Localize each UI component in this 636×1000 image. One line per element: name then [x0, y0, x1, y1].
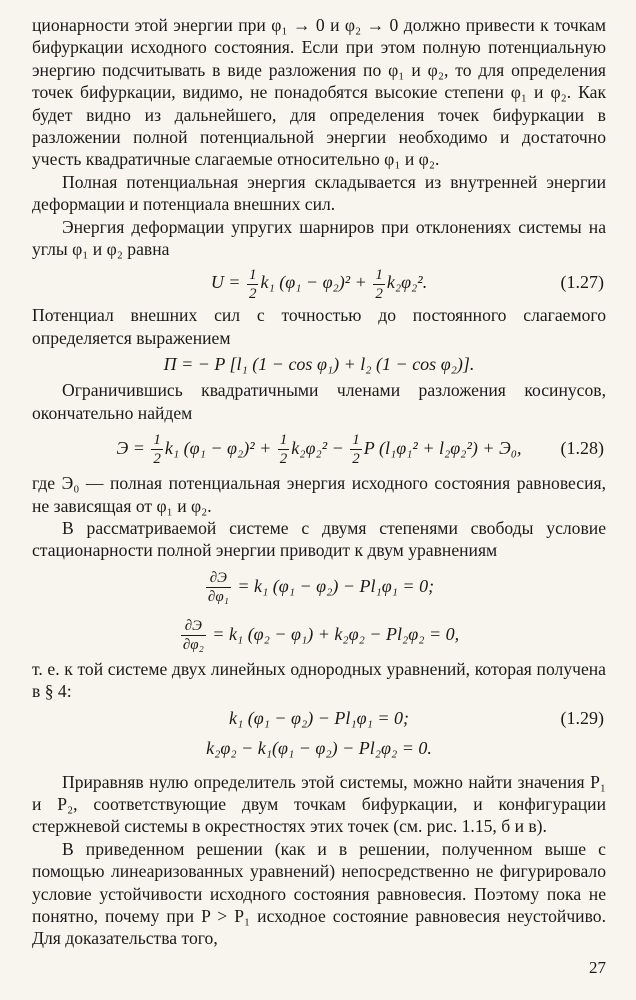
paragraph-6: где Э₀ — полная потенциальная энергия исходного состояния равновесия, не зависящая от φ₁ и φ₂.	[32, 473, 606, 516]
equation-number: (1.28)	[560, 438, 604, 459]
paragraph-10: В приведенном решении (как и в решении, полученном выше с помощью линеаризованных уравнений) непосредственно не фигурировало условие устойчивости исходного состояния равновесия. Поэтому пока не понятно, почему при P > P₁ исходное состояние равновесия неустойчиво. Для доказательства того,	[32, 838, 606, 949]
equation-1-27: U = $\frac{1}{2}$ k₁ (φ₁ − φ₂)² + $\frac{1}{2}$ k₂φ₂². (1.27)	[32, 260, 606, 304]
fraction-half: $\frac{1}{2}$	[153, 432, 161, 468]
paragraph-2: Полная потенциальная энергия складывается из внутренней энергии деформации и потенциала внешних сил.	[32, 171, 606, 215]
paragraph-4: Потенциал внешних сил с точностью до постоянного слагаемого определяется выражением	[32, 305, 606, 348]
equation-derivative-1: $\frac{\partial Э}{\text{∂φ₁}}$ = k₁ (φ₁ − φ₂) − Pl₁φ₁ = 0;	[207, 570, 435, 606]
equation-1-28: Э = $\frac{1}{2}$ k₁ (φ₁ − φ₂)² + $\frac{1}{2}$ k₂φ₂² − $\frac{1}{2}$ P (l₁φ₁² + l₂φ₂²) + Э₀, (1.28)	[32, 424, 606, 472]
equation-1-29-line-2: k₂φ₂ − k₁(φ₁ − φ₂) − Pl₂φ₂ = 0.	[206, 737, 432, 758]
equation-derivative-2: $\frac{\partial Э}{\text{∂φ₂}}$ = k₁ (φ₂ − φ₁) + k₂φ₂ − Pl₂φ₂ = 0,	[182, 618, 460, 654]
paragraph-5: Ограничившись квадратичными членами разложения косинусов, окончательно найдем	[32, 380, 606, 423]
paragraph-7: В рассматриваемой системе с двумя степенями свободы условие стационарности полной энергии приводит к двум уравнениям	[32, 517, 606, 561]
fraction-half: $\frac{1}{2}$	[248, 266, 257, 302]
paragraph-1: ционарности этой энергии при φ₁ → 0 и φ₂ → 0 должно привести к точкам бифуркации исходного состояния. Если при этом полную потенциальную энергию подсчитывать в виде разложения по φ₁ и φ₂, то для определения точек бифуркации, видимо, не понадобятся высокие степени φ₁ и φ₂. Как будет видно из дальнейшего, для определения точек бифуркации в разложении полной потенциальной энергии необходимо и достаточно учесть квадратичные слагаемые относительно φ₁ и φ₂.	[32, 15, 606, 170]
paragraph-8: т. е. к той системе двух линейных однородных уравнений, которая получена в § 4:	[32, 658, 606, 702]
equation-number: (1.27)	[560, 272, 604, 293]
equation-1-29-line-1: k₁ (φ₁ − φ₂) − Pl₁φ₁ = 0; (1.29)	[32, 703, 606, 733]
equation-potential: П = − P [l₁ (1 − cos φ₁) + l₂ (1 − cos φ₂)].	[163, 354, 475, 375]
partial-derivative: $\frac{\partial Э}{\text{∂φ₁}}$	[207, 570, 229, 606]
fraction-half: $\frac{1}{2}$	[352, 432, 360, 468]
equation-number: (1.29)	[560, 707, 604, 728]
fraction-half: $\frac{1}{2}$	[279, 432, 288, 468]
paragraph-3: Энергия деформации упругих шарниров при отклонениях системы на углы φ₁ и φ₂ равна	[32, 216, 606, 260]
paragraph-9: Приравняв нулю определитель этой системы, можно найти значения P₁ и P₂, соответствующие двум точкам бифуркации, и конфигурации стержневой системы в окрестностях этих точек (см. рис. 1.15, б и в).	[32, 771, 606, 837]
partial-derivative: $\frac{\partial Э}{\text{∂φ₂}}$	[182, 618, 204, 654]
page-number: 27	[589, 958, 606, 977]
fraction-half: $\frac{1}{2}$	[375, 266, 383, 302]
